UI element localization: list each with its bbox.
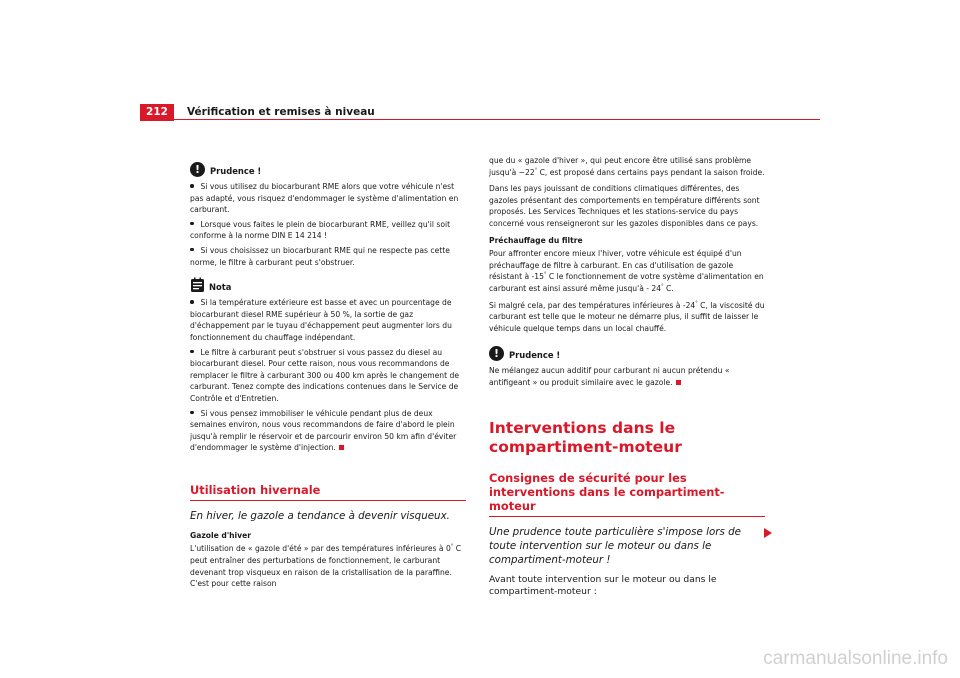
watermark: carmanualsonline.info bbox=[763, 648, 948, 669]
nota-title: Nota bbox=[209, 282, 232, 293]
prudence-item: Lorsque vous faites le plein de biocarburant RME, veillez qu'il soit conforme à la norme DIN E 14 214 ! bbox=[190, 219, 451, 241]
prudence-notice bbox=[190, 162, 466, 177]
next-page-arrow-icon[interactable] bbox=[764, 528, 772, 538]
bullet-icon bbox=[190, 350, 194, 354]
section-end-icon bbox=[339, 445, 344, 450]
climate-paragraph: Dans les pays jouissant de conditions climatiques différentes, des gazoles présentant des comportements en température différents sont proposés. Les Services Techniques et les stations-service du pays concerné vous renseigneront sur les gazoles disponibles dans ce pays. bbox=[489, 184, 760, 228]
viscosity-paragraph: Si malgré cela, par des températures inférieures à -24° C, la viscosité du carburant est telle que le moteur ne démarre plus, il suffit de laisser le véhicule quelque temps dans un local chauffé. bbox=[489, 300, 765, 333]
notepad-icon bbox=[190, 277, 205, 293]
bullet-icon bbox=[190, 300, 194, 304]
left-column bbox=[190, 160, 466, 595]
running-title: Vérification et remises à niveau bbox=[187, 106, 375, 118]
prechauffage-paragraph: Pour affronter encore mieux l'hiver, votre véhicule est équipé d'un préchauffage de filtre à carburant. En cas d'utilisation de gazole résistant à -15° C le fonctionnement de votre système d'alimentation en carburant est ainsi assuré même jusqu'à - 24° C. bbox=[489, 249, 764, 293]
nota-item: Si la température extérieure est basse et avec un pourcentage de biocarburant diesel RME supérieur à 50 %, la sortie de gaz d'échappement par le tuyau d'échappement peut augmenter lors du fonctionnement du chauffage indépendant. bbox=[190, 298, 452, 342]
bullet-icon bbox=[190, 184, 194, 188]
consignes-paragraph: Avant toute intervention sur le moteur ou dans le compartiment-moteur : bbox=[489, 573, 717, 597]
page-number: 212 bbox=[140, 104, 174, 121]
nota-notice bbox=[190, 277, 466, 293]
right-column bbox=[489, 155, 765, 603]
header-rule bbox=[140, 119, 820, 120]
prudence-item: Si vous choisissez un biocarburant RME qui ne respecte pas cette norme, le filtre à carburant peut s'obstruer. bbox=[190, 245, 450, 267]
section-heading: Interventions dans le compartiment-moteur bbox=[489, 418, 682, 456]
gazole-paragraph: L'utilisation de « gazole d'été » par des températures inférieures à 0° C peut entraîner des perturbations de fonctionnement, le carburant devenant trop visqueux en raison de la cristallisation de la paraffine. C'est pour cette raison bbox=[190, 543, 462, 589]
bullet-icon bbox=[190, 222, 194, 226]
prechauffage-title: Préchauffage du filtre bbox=[489, 235, 583, 245]
consignes-lead: Une prudence toute particulière s'impose lors de toute intervention sur le moteur ou dans le compartiment-moteur ! bbox=[489, 525, 742, 566]
prudence-paragraph: Ne mélangez aucun additif pour carburant ni aucun prétendu « antifigeant » ou produit similaire avec le gazole. bbox=[489, 366, 730, 387]
heading-rule bbox=[190, 500, 466, 501]
prudence-item: Si vous utilisez du biocarburant RME alors que votre véhicule n'est pas adapté, vous risquez d'endommager le système d'alimentation en carburant. bbox=[190, 182, 459, 215]
section-end-icon bbox=[676, 380, 681, 385]
gazole-continuation: que du « gazole d'hiver », qui peut encore être utilisé sans problème jusqu'à −22° C, est proposé dans certains pays pendant la saison froide. bbox=[489, 156, 765, 177]
exclamation-warning-icon: ! bbox=[190, 162, 205, 177]
prudence-title: Prudence ! bbox=[509, 350, 561, 361]
nota-item: Le filtre à carburant peut s'obstruer si vous passez du diesel au biocarburant diesel. Pour cette raison, nous vous recommandons de remplacer le filtre à carburant 300 ou 400 km après le changement de carburant. Tenez compte des indications contenues dans le Service de Contrôle et d'Entretien. bbox=[190, 347, 460, 403]
gazole-title: Gazole d'hiver bbox=[190, 530, 252, 540]
nota-item: Si vous pensez immobiliser le véhicule pendant plus de deux semaines environ, nous vous recommandons de faire d'abord le plein jusqu'à remplir le réservoir et de parcourir environ 50 km afin d'éviter d'endommager le système d'injection. bbox=[190, 408, 457, 453]
bullet-icon bbox=[190, 411, 194, 415]
heading-rule bbox=[489, 516, 765, 517]
winter-lead: En hiver, le gazole a tendance à devenir visqueux. bbox=[190, 509, 450, 522]
prudence-notice-2 bbox=[489, 346, 765, 361]
prudence-title: Prudence ! bbox=[210, 166, 262, 176]
exclamation-warning-icon: ! bbox=[489, 346, 504, 361]
consignes-heading: Consignes de sécurité pour les interventions dans le compartiment-moteur bbox=[489, 470, 725, 513]
bullet-icon bbox=[190, 248, 194, 252]
winter-heading: Utilisation hivernale bbox=[190, 482, 321, 497]
